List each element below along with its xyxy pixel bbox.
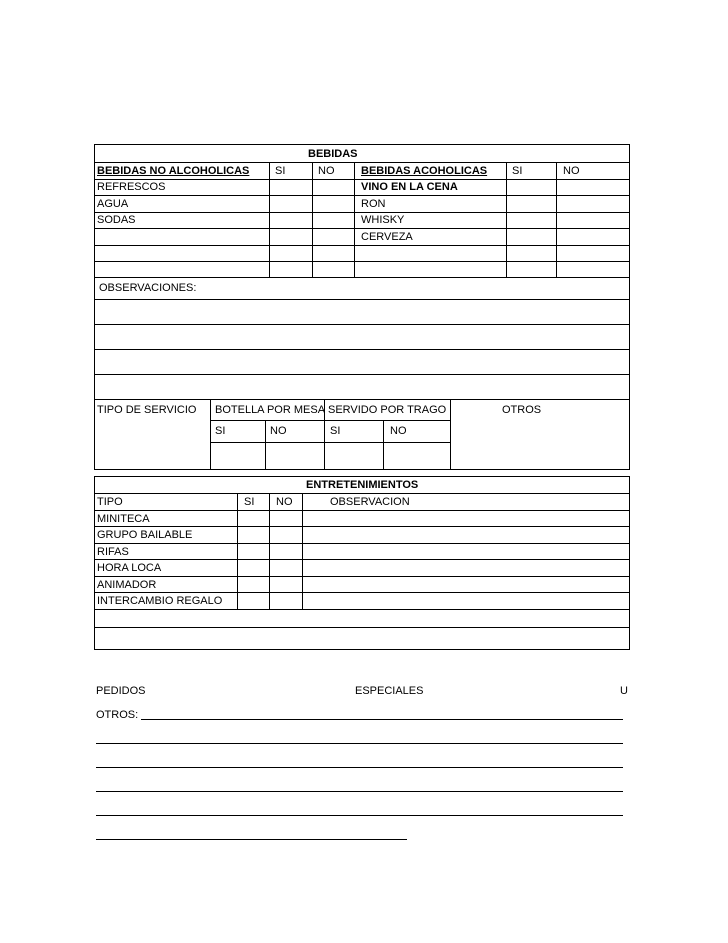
entretenimientos-title: ENTRETENIMIENTOS (306, 479, 419, 491)
bebidas-title: BEBIDAS (308, 148, 358, 160)
servicio-si-2: SI (330, 425, 341, 437)
list-item: AGUA (97, 198, 129, 210)
ent-si-label: SI (244, 496, 255, 508)
servicio-si-1: SI (215, 425, 226, 437)
list-item: CERVEZA (361, 231, 413, 243)
list-item: HORA LOCA (97, 562, 162, 574)
list-item: ANIMADOR (97, 579, 157, 591)
list-item: SODAS (97, 214, 136, 226)
servicio-no-2: NO (390, 425, 407, 437)
alcoholicas-header: BEBIDAS ACOHOLICAS (361, 165, 488, 177)
tipo-label: TIPO (97, 496, 123, 508)
list-item: REFRESCOS (97, 181, 166, 193)
tipo-servicio-label: TIPO DE SERVICIO (97, 404, 197, 416)
col-no-1: NO (318, 165, 335, 177)
servicio-no-1: NO (270, 425, 287, 437)
writing-line[interactable] (96, 791, 623, 792)
writing-line[interactable] (96, 839, 407, 840)
list-item: RON (361, 198, 386, 210)
trago-label: SERVIDO POR TRAGO (328, 404, 447, 416)
list-item: GRUPO BAILABLE (97, 529, 193, 541)
observacion-label: OBSERVACION (330, 496, 410, 508)
col-no-2: NO (563, 165, 580, 177)
otros-line[interactable] (141, 719, 623, 720)
writing-line[interactable] (96, 815, 623, 816)
especiales-word: ESPECIALES (355, 685, 424, 697)
no-alcoholicas-header: BEBIDAS NO ALCOHOLICAS (97, 165, 250, 177)
otros-label: OTROS (502, 404, 542, 416)
writing-line[interactable] (96, 743, 623, 744)
pedidos-word: PEDIDOS (96, 685, 146, 697)
botella-label: BOTELLA POR MESA (215, 404, 326, 416)
list-item: VINO EN LA CENA (361, 181, 458, 193)
ent-no-label: NO (276, 496, 293, 508)
list-item: RIFAS (97, 546, 129, 558)
col-si-2: SI (512, 165, 523, 177)
col-si-1: SI (275, 165, 286, 177)
list-item: INTERCAMBIO REGALO (97, 595, 223, 607)
list-item: WHISKY (361, 214, 405, 226)
observaciones-label: OBSERVACIONES: (99, 282, 197, 294)
writing-line[interactable] (96, 767, 623, 768)
otros-label: OTROS: (96, 709, 139, 721)
list-item: MINITECA (97, 513, 150, 525)
u-word: U (620, 685, 628, 697)
